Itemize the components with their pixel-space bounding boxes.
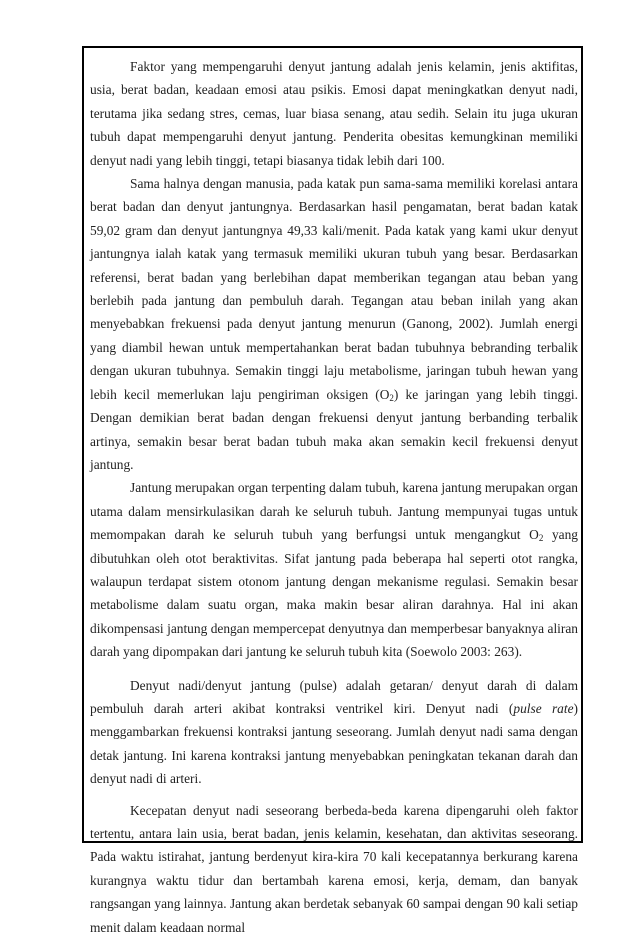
subscript: 2 — [389, 392, 394, 403]
text-run: yang dibutuhkan oleh otot beraktivitas. Sifat jantung pada beberapa hal seperti otot rangka, walaupun terdapat sistem otonom jantung dengan mekanisme regulasi. Semakin besar metabolisme dalam suatu organ, maka makin besar aliran darahnya. Hal ini akan dikompensasi jantung dengan mempercepat denyutnya dan memperbesar banyaknya aliran darah yang dipompakan dari jantung ke seluruh tubuh kita (Soewolo 2003: 263). — [90, 527, 578, 660]
subscript: 2 — [538, 533, 544, 544]
italic-term: pulse rate — [513, 700, 574, 716]
text-run: Kecepatan denyut nadi seseorang berbeda-beda karena dipengaruhi oleh faktor tertentu, antara lain usia, berat badan, jenis kelamin, kesehatan, dan aktivitas seseorang. Pada waktu istirahat, jantung berdenyut kira-kira 70 kali kecepatannya berkurang karena kurangnya waktu tidur dan bertambah karena emosi, kerja, demam, dan banyak rangsangan yang lainnya. Jantung akan berdetak sebanyak 60 sampai dengan 90 kali setiap menit dalam keadaan normal — [90, 802, 578, 935]
text-run: ) ke jaringan yang lebih tinggi. Dengan demikian berat badan dengan frekuensi denyut jantung berbanding terbalik artinya, semakin besar berat badan tubuh maka akan semakin kecil frekuensi denyut jantung. — [90, 386, 578, 472]
text-run: Faktor yang mempengaruhi denyut jantung adalah jenis kelamin, jenis aktifitas, usia, berat badan, keadaan emosi atau psikis. Emosi dapat meningkatkan denyut nadi, terutama jika sedang stres, cemas, luar biasa senang, atau sedih. Selain itu juga ukuran tubuh dapat mempengaruhi denyut jantung. Penderita obesitas kemungkinan memiliki denyut nadi yang lebih tinggi, tetapi biasanya tidak lebih dari 100. — [90, 59, 578, 168]
text-run: Denyut nadi/denyut jantung (pulse) adalah getaran/ denyut darah di dalam pembuluh darah arteri akibat kontraksi ventrikel kiri. Denyut nadi ( — [90, 677, 578, 716]
text-run: Jantung merupakan organ terpenting dalam tubuh, karena jantung merupakan organ utama dalam mensirkulasikan darah ke seluruh tubuh. Jantung mempunyai tugas untuk memompakan darah ke seluruh tubuh yang berfungsi untuk mengangkut O — [90, 480, 578, 543]
paragraph-5 — [90, 799, 578, 939]
paragraph-2 — [90, 172, 578, 476]
paragraph-3 — [90, 476, 578, 663]
text-run: Sama halnya dengan manusia, pada katak pun sama-sama memiliki korelasi antara berat badan dan denyut jantungnya. Berdasarkan hasil pengamatan, berat badan katak 59,02 gram dan denyut jantungnya 49,33 kali/menit. Pada katak yang kami ukur denyut jantungnya ialah katak yang termasuk memiliki ukuran tubuh yang besar. Berdasarkan referensi, berat badan yang berlebihan dapat memberikan tegangan atau beban yang berlebih pada jantung dan pembuluh darah. Tegangan atau beban inilah yang akan menyebabkan frekuensi pada denyut jantung menurun (Ganong, 2002). Jumlah energi yang diambil hewan untuk mempertahankan berat badan tubuhnya bebranding terbalik dengan ukuran tubuhnya. Semakin tinggi laju metabolisme, jaringan tubuh hewan yang lebih kecil memerlukan laju pengiriman oksigen (O — [90, 176, 578, 402]
paragraph-4 — [90, 674, 578, 791]
text-run: ) menggambarkan frekuensi kontraksi jantung seseorang. Jumlah denyut nadi sama dengan detak jantung. Ini karena kontraksi jantung menyebabkan peningkatan tekanan darah dan denyut nadi di arteri. — [90, 700, 578, 787]
document-body — [90, 55, 578, 939]
paragraph-1 — [90, 55, 578, 172]
